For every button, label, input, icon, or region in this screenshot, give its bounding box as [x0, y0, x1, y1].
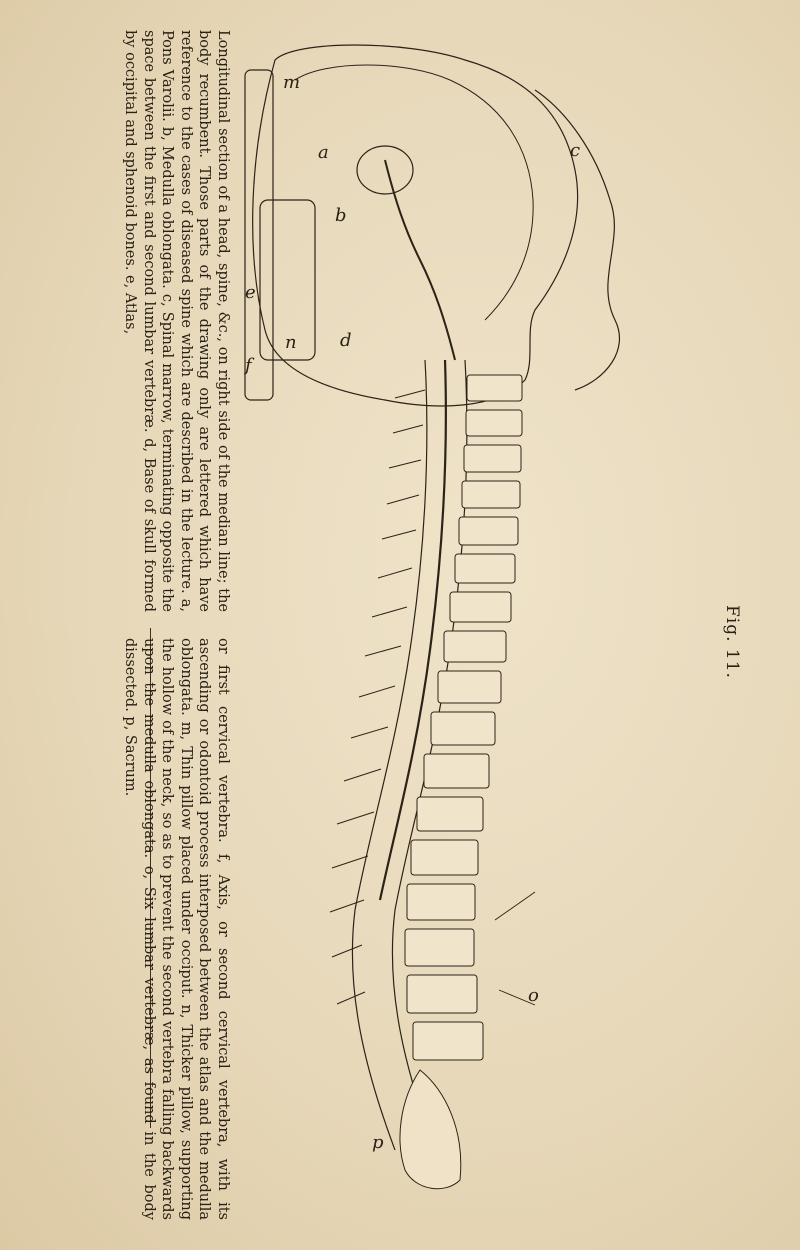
- letter-c: c: [570, 140, 581, 161]
- letter-b: b: [335, 205, 347, 226]
- skull-outline: [253, 45, 581, 406]
- face-profile: [535, 90, 619, 390]
- caption-column-1: [120, 30, 232, 612]
- letter-d: d: [340, 330, 352, 351]
- brain-stem: [385, 160, 455, 360]
- caption-text-1: Longitudinal section of a head, spine, &c., on right side of the median line; the body recumbent. Those parts of the drawing only are lettered which have reference to the cases of diseased spine which are described in the lecture. a, Pons Varolii. b, Medulla oblongata. c, Spinal marrow, terminating opposite the space between the first and second lumbar vertebræ. d, Base of skull formed by occipital and sphenoid bones. e, Atlas,: [122, 30, 231, 612]
- caption-text-2: or first cervical vertebra. f, Axis, or second cervical vertebra, with its ascending or odontoid process interposed between the atlas and the medulla oblongata. m, Thin pillow placed under occiput. n, Thicker pillow, supporting the hollow of the neck, so as to prevent the second vertebra falling backwards upon the medulla oblongata. o, Six lumbar vertebræ, as found in the body dissected. p, Sacrum.: [122, 638, 231, 1220]
- letter-p: p: [372, 1132, 384, 1153]
- letter-e: e: [245, 282, 256, 303]
- skull-inner: [295, 65, 533, 320]
- vertebrae-group: [405, 375, 522, 1060]
- letter-o: o: [528, 985, 539, 1006]
- caption-column-2: [120, 638, 232, 1220]
- figure-label: Fig. 11.: [722, 605, 742, 679]
- letter-f: f: [245, 355, 252, 376]
- letter-m: m: [283, 72, 301, 93]
- pons-varolii: [357, 146, 413, 194]
- figure-caption: [120, 30, 232, 1220]
- letter-a: a: [318, 142, 329, 163]
- letter-n: n: [285, 332, 297, 353]
- thin-pillow: [245, 70, 273, 400]
- spine-section-illustration: [235, 30, 745, 1220]
- sacrum: [400, 1070, 461, 1189]
